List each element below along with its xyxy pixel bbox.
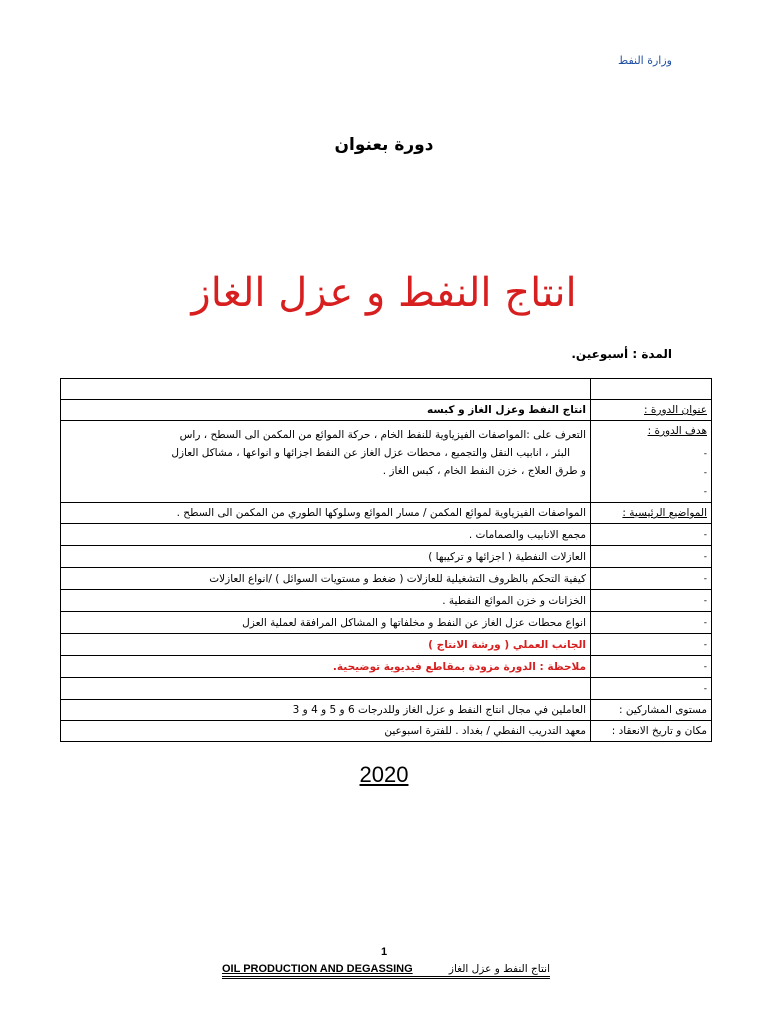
list-dash: - (703, 487, 707, 497)
table-row (61, 546, 712, 568)
course-label: دورة بعنوان (334, 135, 434, 155)
list-dash: - (703, 618, 707, 628)
page-number: 1 (380, 946, 388, 958)
list-dash: - (703, 596, 707, 606)
list-dash: - (703, 530, 707, 540)
list-dash: - (703, 574, 707, 584)
objective-line: و طرق العلاج ، خزن النفط الخام ، كبس الغاز . (382, 464, 586, 477)
table-row (61, 721, 712, 742)
list-dash: - (703, 640, 707, 650)
ministry-header: وزارة النفط (618, 54, 672, 67)
table-row (61, 678, 712, 700)
course-title-label: عنوان الدورة : (644, 404, 707, 416)
table-row (61, 656, 712, 678)
footer (222, 963, 550, 979)
topic-item: العازلات النفطية ( اجزائها و تركيبها ) (61, 546, 591, 568)
topic-item: مجمع الانابيب والصمامات . (61, 524, 591, 546)
topic-item: انواع محطات عزل الغاز عن النفط و مخلفاتها و المشاكل المرافقة لعملية العزل (61, 612, 591, 634)
topic-item: كيفية التحكم بالظروف التشغيلية للعازلات ( ضغط و مستويات السوائل ) /انواع العازلات (61, 568, 591, 590)
topic-item: الخزانات و خزن الموائع النفطية . (61, 590, 591, 612)
venue-label: مكان و تاريخ الانعقاد : (591, 721, 712, 742)
objective-line: التعرف على :المواصفات الفيزياوية للنفط الخام ، حركة الموائع من المكمن الى السطح ، راس (179, 428, 586, 441)
table-row (61, 524, 712, 546)
list-dash: - (703, 662, 707, 672)
course-title-value: انتاج النفط وعزل الغاز و كبسه (61, 400, 591, 421)
table-row (61, 379, 712, 400)
topic-item: المواصفات الفيزياوية لموائع المكمن / مسار الموائع وسلوكها الطوري من المكمن الى السطح . (61, 503, 591, 524)
venue-value: معهد التدريب النفطي / بغداد . للفترة اسبوعين (61, 721, 591, 742)
objective-label: هدف الدورة : (647, 425, 707, 437)
duration: المدة : أسبوعين. (571, 347, 672, 361)
year: 2020 (359, 762, 409, 787)
participants-label: مستوى المشاركين : (591, 700, 712, 721)
list-dash: - (703, 552, 707, 562)
main-title: انتاج النفط و عزل الغاز (191, 270, 577, 316)
topics-label: المواضيع الرئيسية : (622, 507, 707, 519)
course-details-table (60, 378, 712, 742)
table-row (61, 700, 712, 721)
table-row (61, 590, 712, 612)
list-dash: - (703, 449, 707, 459)
objective-line: البئر ، انابيب النقل والتجميع ، محطات عزل الغاز عن النفط اجزائها و انواعها ، مشاكل العازل (171, 446, 570, 459)
participants-value: العاملين في مجال انتاج النفط و عزل الغاز وللدرجات 6 و 5 و 4 و 3 (61, 700, 591, 721)
footer-arabic-title: انتاج النفط و عزل الغاز (448, 963, 550, 975)
table-row (61, 503, 712, 524)
table-row (61, 612, 712, 634)
video-note: ملاحظة : الدورة مزودة بمقاطع فيديوية توضيحية. (61, 656, 591, 678)
practical-workshop: الجانب العملي ( ورشة الانتاج ) (61, 634, 591, 656)
list-dash: - (703, 468, 707, 478)
list-dash: - (703, 684, 707, 694)
footer-english-title: OIL PRODUCTION AND DEGASSING (222, 963, 413, 975)
table-row (61, 400, 712, 421)
table-row (61, 634, 712, 656)
table-row (61, 568, 712, 590)
